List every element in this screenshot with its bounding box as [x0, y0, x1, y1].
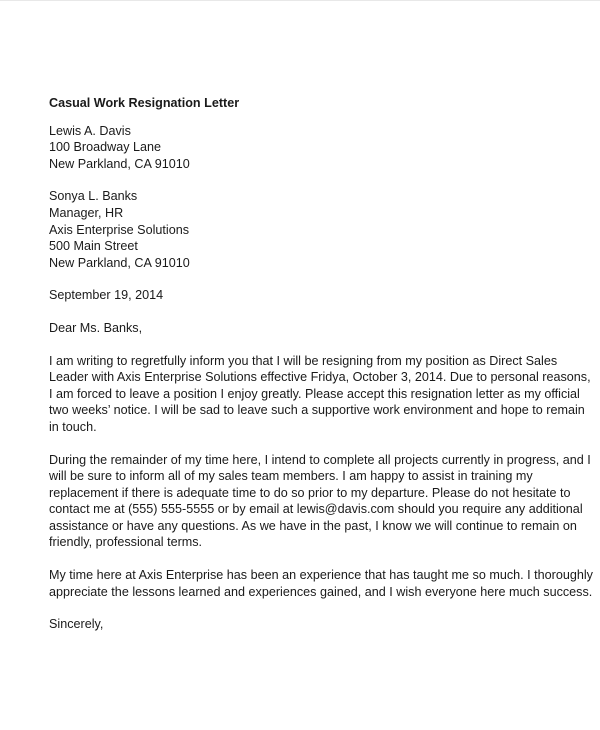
closing-text: Sincerely,	[49, 617, 104, 632]
sender-address	[49, 123, 559, 173]
paragraph-1	[49, 353, 591, 436]
recipient-address	[49, 188, 559, 271]
recipient-title: Manager, HR	[49, 205, 124, 220]
salutation-text: Dear Ms. Banks,	[49, 320, 143, 335]
paragraph-line: in touch.	[49, 419, 97, 434]
date-text: September 19, 2014	[49, 288, 164, 303]
paragraph-line: assistance or have any questions. As we have in the past, I know we will continue to remain on	[49, 518, 577, 533]
paragraph-line: friendly, professional terms.	[49, 535, 203, 550]
recipient-company: Axis Enterprise Solutions	[49, 222, 189, 237]
letter-body	[49, 95, 593, 649]
paragraph-line: will be sure to inform all of my sales team members. I am happy to assist in training my	[49, 469, 533, 484]
paragraph-line: I am writing to regretfully inform you that I will be resigning from my position as Direct Sales	[49, 353, 558, 368]
paragraph-2	[49, 452, 591, 552]
paragraph-line: Leader with Axis Enterprise Solutions effective Fridya, October 3, 2014. Due to personal reasons,	[49, 370, 591, 385]
sender-name: Lewis A. Davis	[49, 123, 131, 138]
paragraph-line: My time here at Axis Enterprise has been an experience that has taught me so much. I thoroughly	[49, 568, 593, 583]
sender-city: New Parkland, CA 91010	[49, 156, 190, 171]
letter-date	[49, 287, 559, 304]
salutation	[49, 320, 559, 337]
paragraph-line: replacement if there is adequate time to do so prior to my departure. Please do not hesitate to	[49, 485, 571, 500]
paragraph-line: appreciate the lessons learned and experiences gained, and I wish everyone here much success.	[49, 584, 593, 599]
paragraph-line: During the remainder of my time here, I intend to complete all projects currently in progress, and I	[49, 452, 591, 467]
letter-title: Casual Work Resignation Letter	[49, 96, 240, 110]
recipient-name: Sonya L. Banks	[49, 189, 138, 204]
paragraph-3	[49, 567, 593, 600]
sender-street: 100 Broadway Lane	[49, 140, 162, 155]
paragraph-line: contact me at (555) 555-5555 or by email at lewis@davis.com should you require any additional	[49, 502, 583, 517]
paragraph-line: I am forced to leave a position I enjoy greatly. Please accept this resignation letter as my official	[49, 386, 580, 401]
recipient-city: New Parkland, CA 91010	[49, 255, 190, 270]
paragraph-line: two weeks’ notice. I will be sad to leave such a supportive work environment and hope to remain	[49, 403, 585, 418]
recipient-street: 500 Main Street	[49, 239, 138, 254]
closing	[49, 616, 559, 633]
